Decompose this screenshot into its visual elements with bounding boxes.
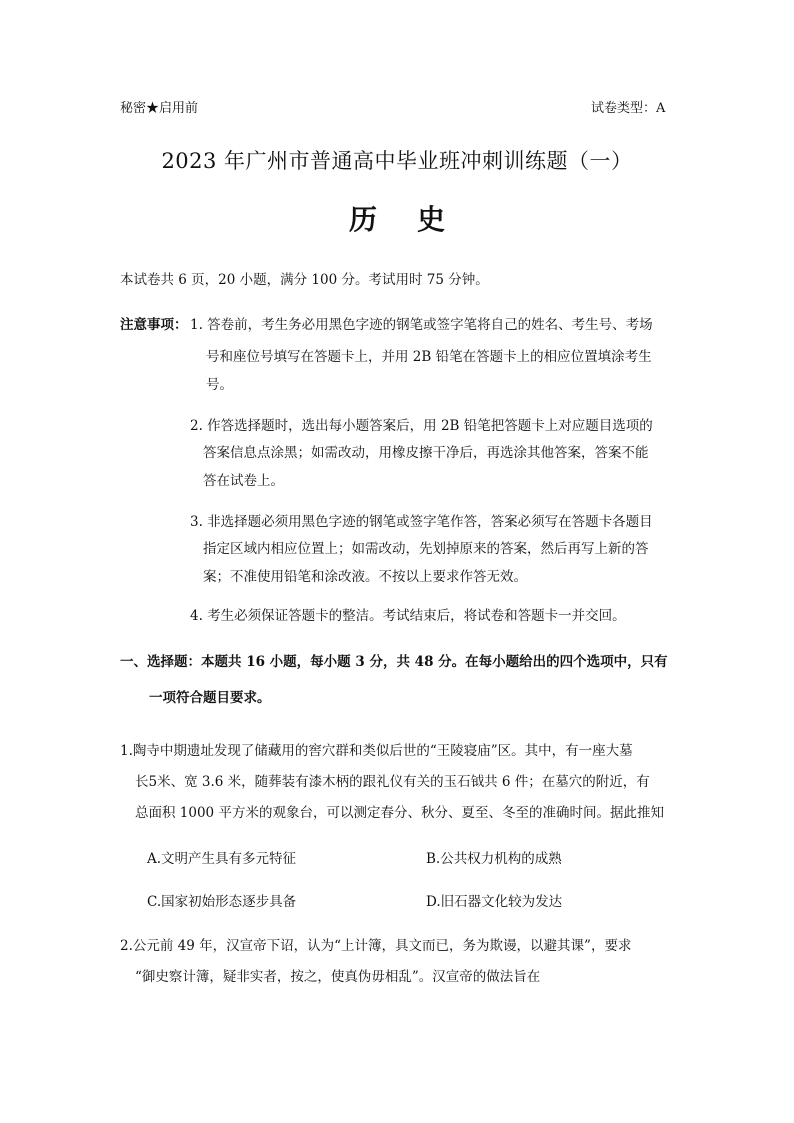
- notice-item: 号。: [206, 377, 233, 393]
- subject-title: [0, 198, 794, 238]
- notice-item: 案；不准使用铅笔和涂改液。不按以上要求作答无效。: [203, 569, 527, 585]
- notice-item: 指定区域内相应位置上；如需改动，先划掉原来的答案，然后再写上新的答: [203, 541, 649, 557]
- notice-item: 答案信息点涂黑；如需改动，用橡皮擦干净后，再选涂其他答案，答案不能: [203, 445, 649, 461]
- exam-intro: 本试卷共 6 页，20 小题，满分 100 分。考试用时 75 分钟。: [120, 272, 489, 288]
- notice-item: 3. 非选择题必须用黑色字迹的钢笔或签字笔作答，答案必须写在答题卡各题目: [190, 514, 653, 530]
- question-stem: 总面积 1000 平方米的观象台，可以测定春分、秋分、夏至、冬至的准确时间。据此推知: [135, 805, 664, 821]
- subject-char: 史: [417, 203, 446, 236]
- exam-title: 2023 年广州市普通高中毕业班冲刺训练题（一）: [161, 149, 633, 173]
- section-heading: 一、选择题：本题共 16 小题，每小题 3 分，共 48 分。在每小题给出的四个选项中，只有: [120, 654, 668, 670]
- question-stem: 2.公元前 49 年，汉宣帝下诏，认为“上计簿，具文而已，务为欺谩，以避其课”，要求: [120, 938, 632, 954]
- section-heading: 一项符合题目要求。: [149, 690, 271, 706]
- question-stem: 长5米、宽 3.6 米，随葬装有漆木柄的跟礼仪有关的玉石钺共 6 件；在墓穴的附近，有: [135, 774, 650, 790]
- answer-option: B.公共权力机构的成熟: [426, 851, 562, 867]
- answer-option: D.旧石器文化较为发达: [426, 894, 563, 910]
- notice-item: 2. 作答选择题时，选出每小题答案后，用 2B 铅笔把答题卡上对应题目选项的: [190, 418, 653, 434]
- notice-item: 号和座位号填写在答题卡上，并用 2B 铅笔在答题卡上的相应位置填涂考生: [206, 349, 652, 365]
- answer-option: A.文明产生具有多元特征: [147, 851, 297, 867]
- question-stem: 1.陶寺中期遗址发现了储藏用的窖穴群和类似后世的“王陵寝庙”区。其中，有一座大墓: [120, 743, 633, 759]
- answer-option: C.国家初始形态逐步具备: [147, 894, 297, 910]
- notice-item: 答在试卷上。: [203, 473, 284, 489]
- notice-item: 1. 答卷前，考生务必用黑色字迹的钢笔或签字笔将自己的姓名、考生号、考场: [190, 317, 653, 333]
- notice-label: 注意事项：: [120, 317, 188, 333]
- question-stem: “御史察计簿，疑非实者，按之，使真伪毋相乱”。汉宣帝的做法旨在: [135, 969, 541, 985]
- paper-type: 试卷类型：A: [591, 101, 666, 116]
- subject-char: 历: [348, 203, 377, 236]
- notice-item: 4. 考生必须保证答题卡的整洁。考试结束后，将试卷和答题卡一并交回。: [190, 608, 626, 624]
- confidential-mark: 秘密★启用前: [120, 101, 199, 116]
